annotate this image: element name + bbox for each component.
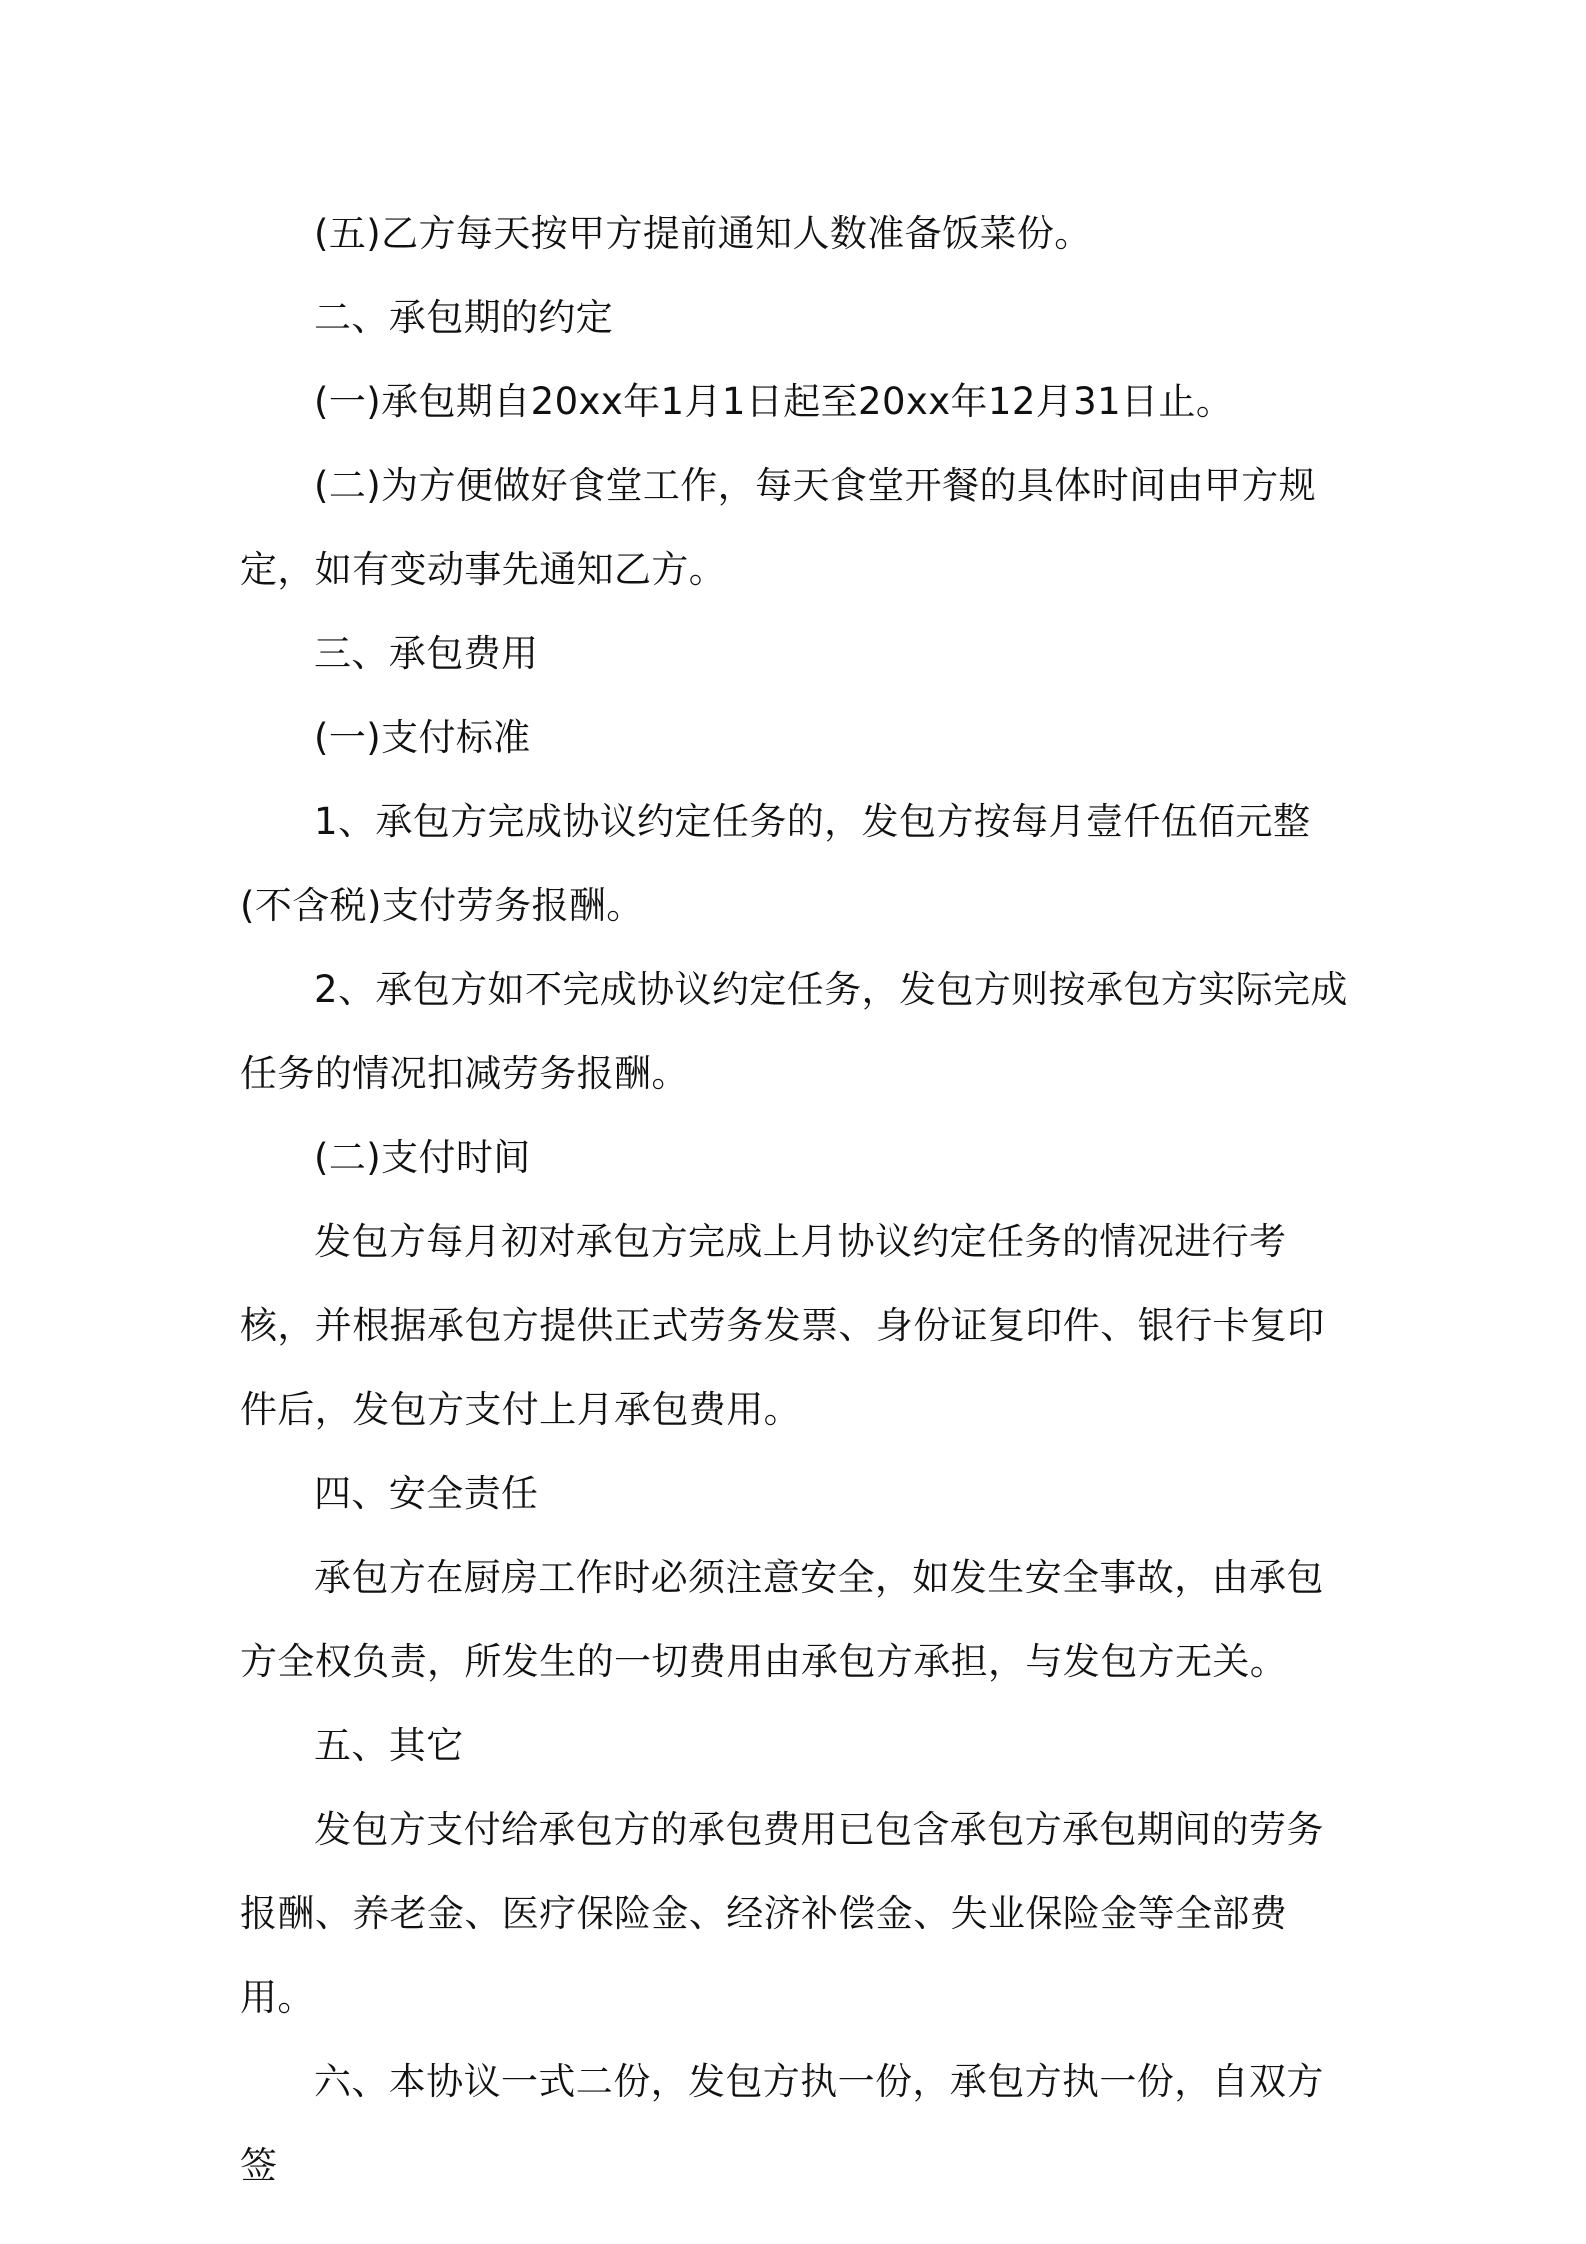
paragraph-payment-standard-2: 2、承包方如不完成协议约定任务，发包方则按承包方实际完成任务的情况扣减劳务报酬。 — [240, 968, 1348, 1095]
subheading-payment-time: (二)支付时间 — [314, 1136, 531, 1179]
section-heading-other: 五、其它 — [314, 1724, 464, 1767]
paragraph-item-5-prep-meals: (五)乙方每天按甲方提前通知人数准备饭菜份。 — [314, 212, 1092, 255]
subheading-payment-standard: (一)支付标准 — [314, 716, 531, 759]
paragraph-other: 发包方支付给承包方的承包费用已包含承包方承包期间的劳务报酬、养老金、医疗保险金、经济补偿金、失业保险金等全部费用。 — [240, 1808, 1324, 2019]
section-heading-contract-fees: 三、承包费用 — [314, 632, 539, 675]
paragraph-contract-period-dates: (一)承包期自20xx年1月1日起至20xx年12月31日止。 — [314, 380, 1234, 423]
section-heading-safety: 四、安全责任 — [314, 1472, 539, 1515]
paragraph-safety: 承包方在厨房工作时必须注意安全，如发生安全事故，由承包方全权负责，所发生的一切费用由承包方承担，与发包方无关。 — [240, 1556, 1324, 1683]
document-body — [240, 192, 1355, 2208]
section-heading-contract-period: 二、承包期的约定 — [314, 296, 614, 339]
paragraph-payment-standard-1: 1、承包方完成协议约定任务的，发包方按每月壹仟伍佰元整(不含税)支付劳务报酬。 — [240, 800, 1311, 927]
paragraph-payment-time: 发包方每月初对承包方完成上月协议约定任务的情况进行考核，并根据承包方提供正式劳务发票、身份证复印件、银行卡复印件后，发包方支付上月承包费用。 — [240, 1220, 1325, 1431]
paragraph-copies: 六、本协议一式二份，发包方执一份，承包方执一份，自双方签 — [240, 2060, 1324, 2187]
paragraph-meal-times: (二)为方便做好食堂工作，每天食堂开餐的具体时间由甲方规定，如有变动事先通知乙方。 — [240, 464, 1317, 591]
